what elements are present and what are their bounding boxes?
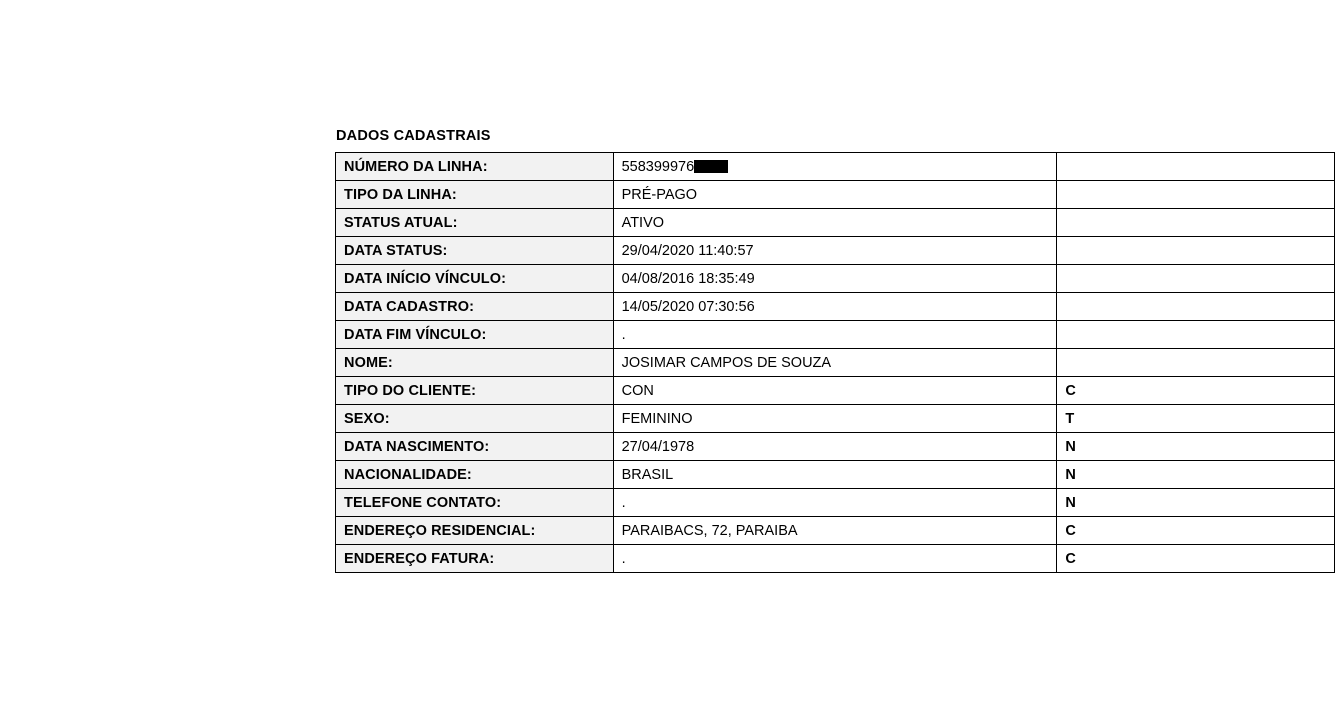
row-label: TIPO DA LINHA: bbox=[336, 181, 614, 209]
row-value: . bbox=[613, 545, 1057, 573]
table-row bbox=[336, 321, 1335, 349]
table-body bbox=[336, 153, 1335, 573]
row-value: 27/04/1978 bbox=[613, 433, 1057, 461]
row-value: 14/05/2020 07:30:56 bbox=[613, 293, 1057, 321]
row-extra bbox=[1057, 265, 1335, 293]
row-label: NACIONALIDADE: bbox=[336, 461, 614, 489]
table-row bbox=[336, 181, 1335, 209]
row-value: CON bbox=[613, 377, 1057, 405]
table-row bbox=[336, 209, 1335, 237]
row-extra bbox=[1057, 181, 1335, 209]
row-value: 04/08/2016 18:35:49 bbox=[613, 265, 1057, 293]
row-label: DATA CADASTRO: bbox=[336, 293, 614, 321]
row-label: SEXO: bbox=[336, 405, 614, 433]
row-extra: T bbox=[1057, 405, 1335, 433]
row-extra: N bbox=[1057, 461, 1335, 489]
row-value bbox=[613, 153, 1057, 181]
table-row bbox=[336, 153, 1335, 181]
row-label: DATA INÍCIO VÍNCULO: bbox=[336, 265, 614, 293]
table-row bbox=[336, 517, 1335, 545]
redaction-block bbox=[694, 160, 728, 173]
row-extra: C bbox=[1057, 377, 1335, 405]
row-extra bbox=[1057, 349, 1335, 377]
table-row bbox=[336, 545, 1335, 573]
row-extra bbox=[1057, 209, 1335, 237]
row-value: 29/04/2020 11:40:57 bbox=[613, 237, 1057, 265]
table-row bbox=[336, 237, 1335, 265]
row-value: . bbox=[613, 489, 1057, 517]
row-value: . bbox=[613, 321, 1057, 349]
row-extra bbox=[1057, 153, 1335, 181]
row-extra bbox=[1057, 237, 1335, 265]
row-value: ATIVO bbox=[613, 209, 1057, 237]
row-label: ENDEREÇO FATURA: bbox=[336, 545, 614, 573]
row-value: PRÉ-PAGO bbox=[613, 181, 1057, 209]
row-extra bbox=[1057, 321, 1335, 349]
row-label: TIPO DO CLIENTE: bbox=[336, 377, 614, 405]
section-title: DADOS CADASTRAIS bbox=[336, 128, 491, 144]
table-row bbox=[336, 405, 1335, 433]
row-value: JOSIMAR CAMPOS DE SOUZA bbox=[613, 349, 1057, 377]
row-label: ENDEREÇO RESIDENCIAL: bbox=[336, 517, 614, 545]
row-label: NÚMERO DA LINHA: bbox=[336, 153, 614, 181]
row-label: NOME: bbox=[336, 349, 614, 377]
row-value-text: 558399976 bbox=[621, 158, 695, 175]
row-extra bbox=[1057, 293, 1335, 321]
row-value: FEMININO bbox=[613, 405, 1057, 433]
table-row bbox=[336, 293, 1335, 321]
dados-cadastrais-table bbox=[335, 152, 1335, 573]
row-label: TELEFONE CONTATO: bbox=[336, 489, 614, 517]
table-row bbox=[336, 265, 1335, 293]
row-value: BRASIL bbox=[613, 461, 1057, 489]
table-row bbox=[336, 461, 1335, 489]
table-row bbox=[336, 489, 1335, 517]
table-clip-viewport bbox=[335, 128, 1076, 578]
row-label: DATA FIM VÍNCULO: bbox=[336, 321, 614, 349]
row-extra: N bbox=[1057, 433, 1335, 461]
row-label: STATUS ATUAL: bbox=[336, 209, 614, 237]
table-row bbox=[336, 433, 1335, 461]
row-extra: N bbox=[1057, 489, 1335, 517]
table-row bbox=[336, 349, 1335, 377]
row-extra: C bbox=[1057, 545, 1335, 573]
row-value: PARAIBACS, 72, PARAIBA bbox=[613, 517, 1057, 545]
row-label: DATA NASCIMENTO: bbox=[336, 433, 614, 461]
row-extra: C bbox=[1057, 517, 1335, 545]
table-row bbox=[336, 377, 1335, 405]
row-label: DATA STATUS: bbox=[336, 237, 614, 265]
